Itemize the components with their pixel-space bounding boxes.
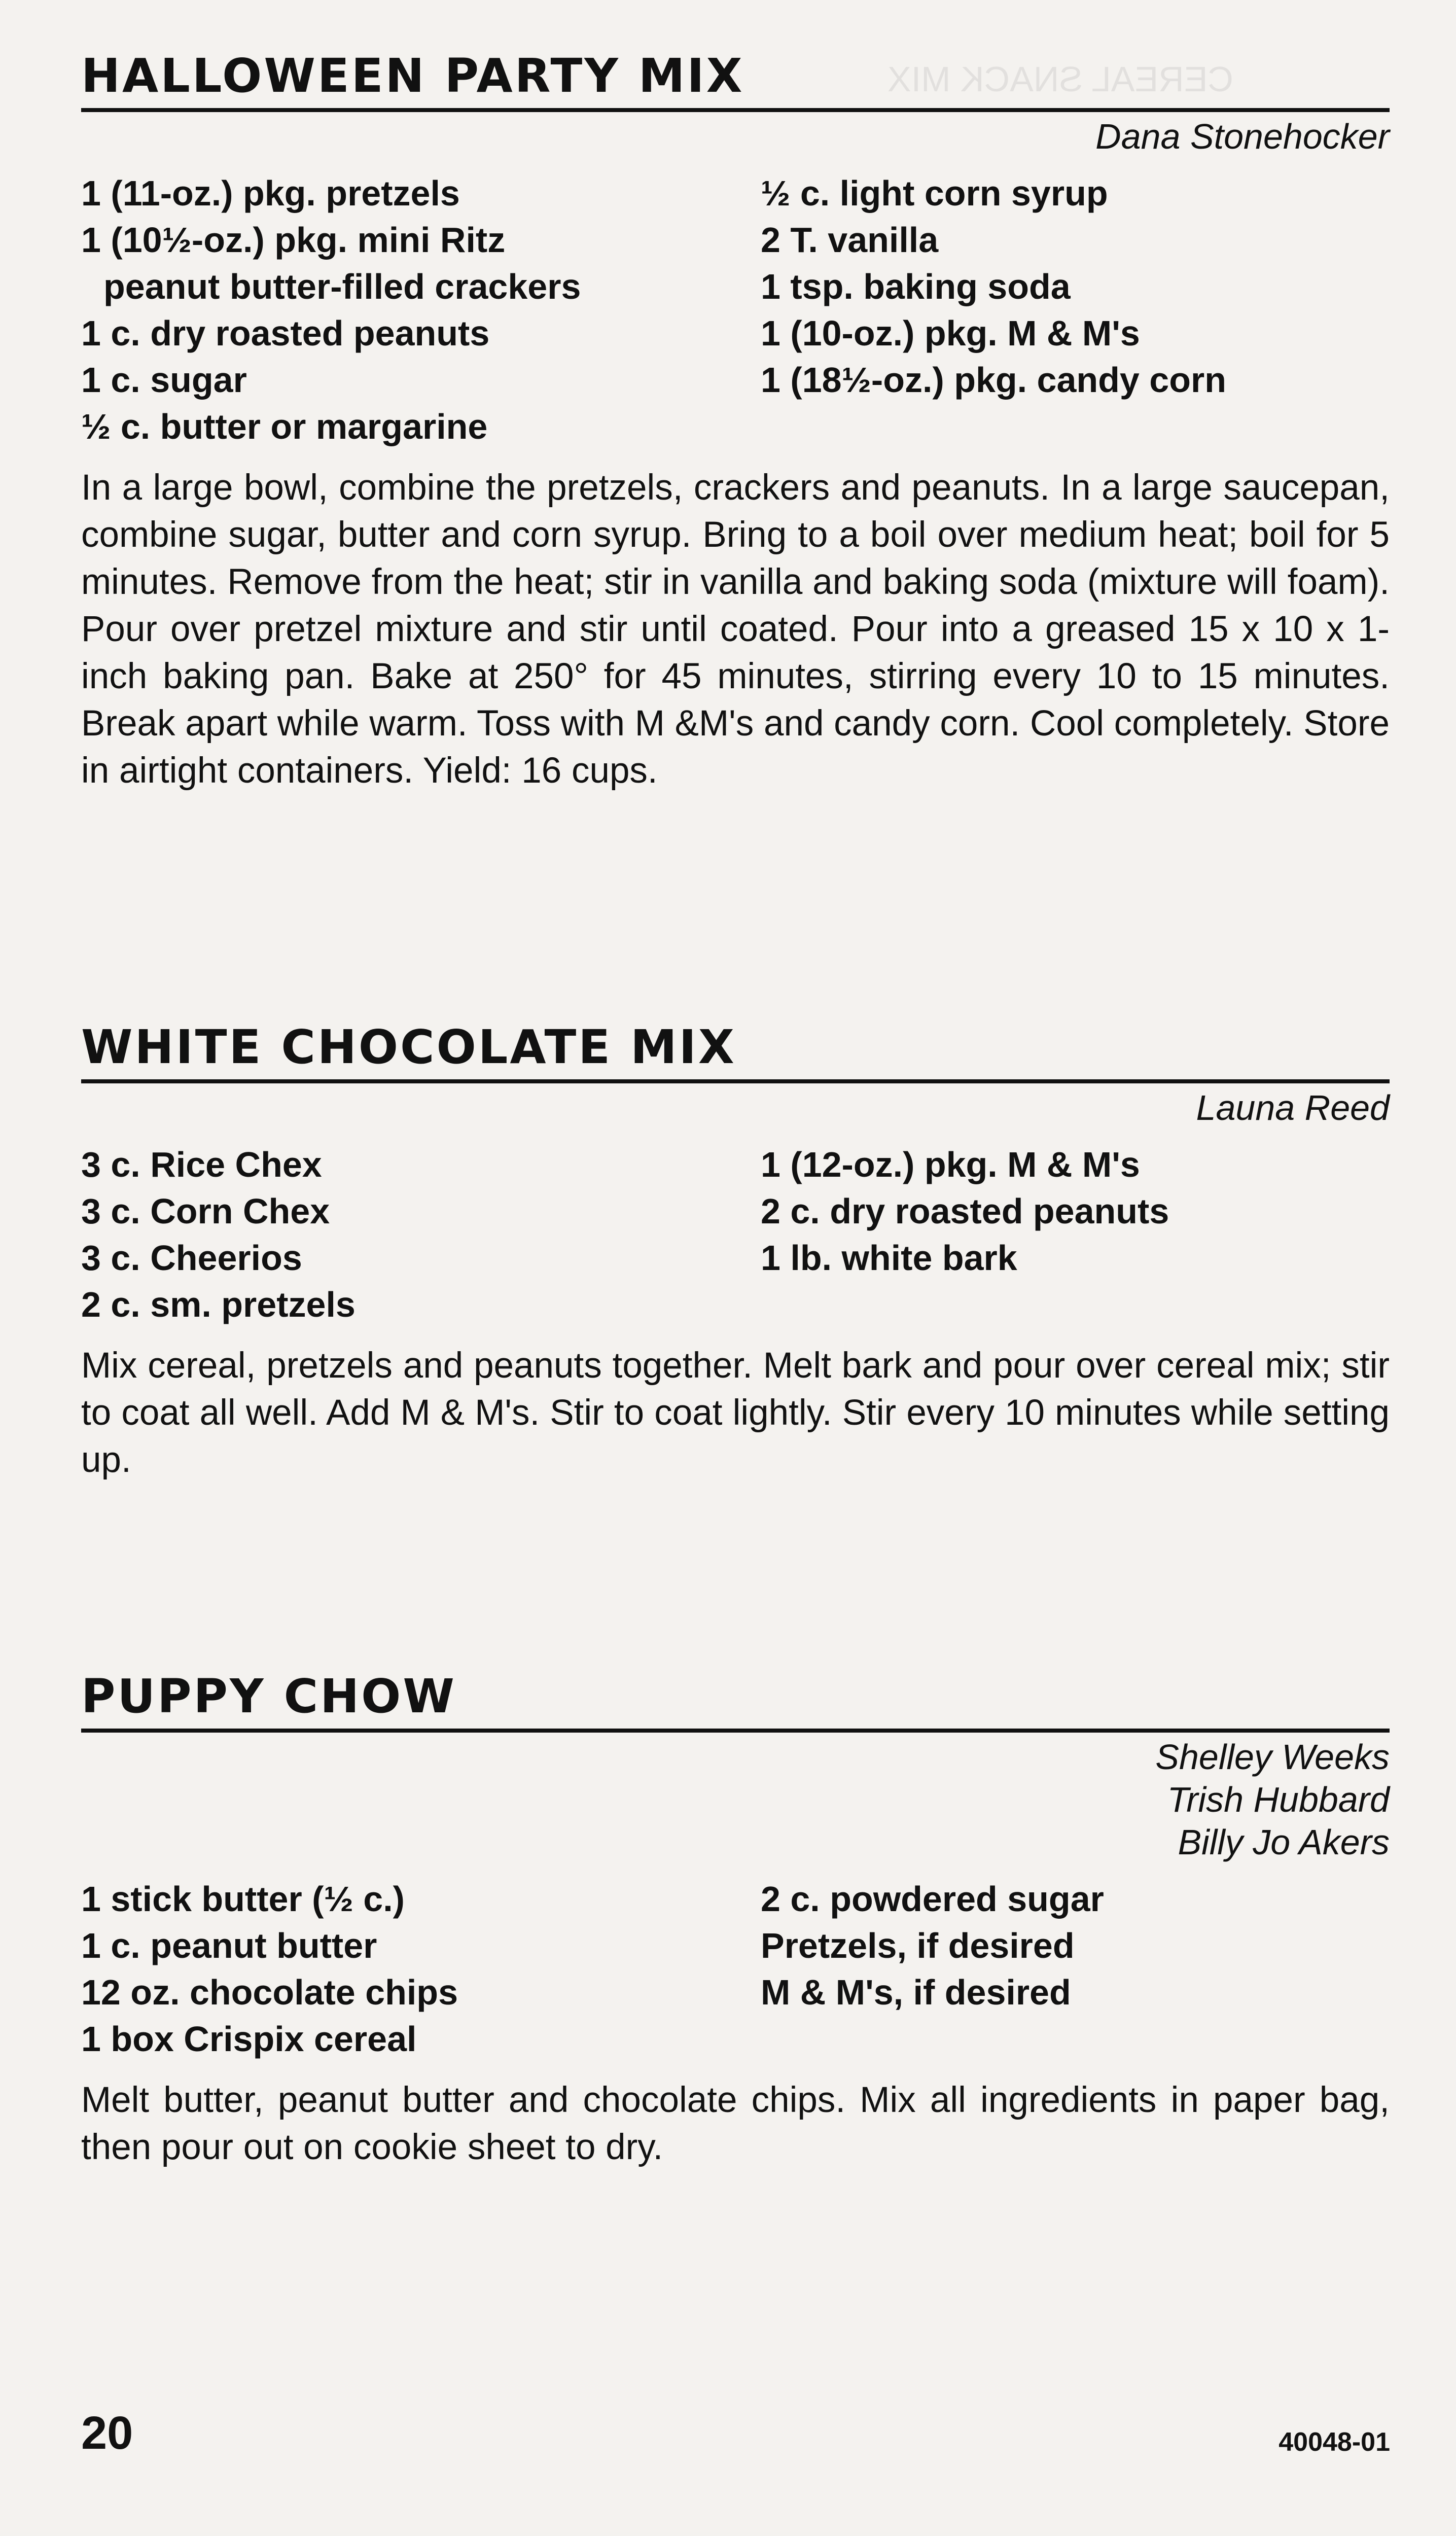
print-code: 40048-01 (1279, 2427, 1390, 2457)
ingredient-item: 1 c. peanut butter (81, 1926, 377, 1965)
ingredient-item: 1 (18½-oz.) pkg. candy corn (761, 360, 1226, 400)
ingredient-item: 1 (10½-oz.) pkg. mini Ritz (81, 220, 506, 260)
ingredient-item: 2 c. powdered sugar (761, 1879, 1104, 1919)
author-name: Billy Jo Akers (1178, 1822, 1390, 1862)
ingredient-item: ½ c. butter or margarine (81, 407, 488, 446)
recipe-title: WHITE CHOCOLATE MIX (81, 1019, 1390, 1083)
recipe-directions: Mix cereal, pretzels and peanuts together. Melt bark and pour over cereal mix; stir to coat all well. Add M & M's. Stir to coat lightly. Stir every 10 minutes while setting up. (81, 1346, 1390, 1480)
bleed-through-text: CEREAL SNACK MIX (887, 59, 1234, 99)
ingredient-item: 1 (10-oz.) pkg. M & M's (761, 313, 1140, 353)
recipe-title: PUPPY CHOW (81, 1669, 1390, 1733)
ingredient-item: 1 c. sugar (81, 360, 247, 400)
ingredients-left-column (81, 1141, 761, 1328)
ingredient-item: ½ c. light corn syrup (761, 173, 1108, 213)
ingredients-left-column (81, 170, 761, 450)
recipe-authors (81, 1086, 1390, 1129)
author-name: Dana Stonehocker (1095, 117, 1390, 156)
ingredients-right-column (761, 1876, 1390, 2062)
recipe-directions: Melt butter, peanut butter and chocolate chips. Mix all ingredients in paper bag, then pour out on cookie sheet to dry. (81, 2080, 1390, 2167)
ingredient-list (81, 170, 1390, 450)
recipe-title: HALLOWEEN PARTY MIX (81, 48, 1390, 112)
recipe-puppy-chow (81, 1669, 1390, 2207)
ingredient-item: M & M's, if desired (761, 1973, 1071, 2012)
author-name: Shelley Weeks (1155, 1737, 1390, 1777)
recipe-authors (81, 1736, 1390, 1863)
ingredient-item: 2 c. sm. pretzels (81, 1285, 356, 1324)
ingredient-item: 1 box Crispix cereal (81, 2019, 417, 2059)
recipe-directions: In a large bowl, combine the pretzels, crackers and peanuts. In a large saucepan, combine sugar, butter and corn syrup. Bring to a boil over medium heat; boil for 5 minutes. Remove from the heat; stir in vanilla and baking soda (mixture will foam). Pour over pretzel mixture and stir until coated. Pour into a greased 15 x 10 x 1-inch baking pan. Bake at 250° for 45 minutes, stirring every 10 to 15 minutes. Break apart while warm. Toss with M &M's and candy corn. Cool completely. Store in airtight containers. Yield: 16 cups. (81, 468, 1390, 791)
ingredient-item: 2 c. dry roasted peanuts (761, 1191, 1169, 1231)
ingredient-item: 1 tsp. baking soda (761, 267, 1071, 306)
recipe-white-chocolate-mix (81, 1019, 1390, 1520)
ingredient-item: peanut butter-filled crackers (103, 267, 581, 306)
recipe-halloween-party-mix (81, 48, 1390, 830)
recipe-page (81, 0, 1390, 2536)
ingredient-list (81, 1141, 1390, 1328)
ingredient-item: 3 c. Rice Chex (81, 1145, 322, 1184)
ingredients-left-column (81, 1876, 761, 2062)
ingredient-item: 12 oz. chocolate chips (81, 1973, 458, 2012)
ingredient-item: Pretzels, if desired (761, 1926, 1075, 1965)
ingredient-item: 1 stick butter (½ c.) (81, 1879, 405, 1919)
ingredient-item: 1 lb. white bark (761, 1238, 1017, 1278)
author-name: Trish Hubbard (1167, 1780, 1390, 1819)
author-name: Launa Reed (1196, 1088, 1390, 1128)
ingredient-list (81, 1876, 1390, 2062)
ingredient-item: 2 T. vanilla (761, 220, 939, 260)
ingredient-item: 3 c. Cheerios (81, 1238, 302, 1278)
ingredients-right-column (761, 170, 1390, 450)
ingredients-right-column (761, 1141, 1390, 1328)
recipe-authors (81, 115, 1390, 158)
ingredient-item: 1 c. dry roasted peanuts (81, 313, 490, 353)
ingredient-item: 3 c. Corn Chex (81, 1191, 330, 1231)
ingredient-item: 1 (12-oz.) pkg. M & M's (761, 1145, 1140, 1184)
page-number: 20 (81, 2407, 133, 2459)
ingredient-item: 1 (11-oz.) pkg. pretzels (81, 173, 460, 213)
